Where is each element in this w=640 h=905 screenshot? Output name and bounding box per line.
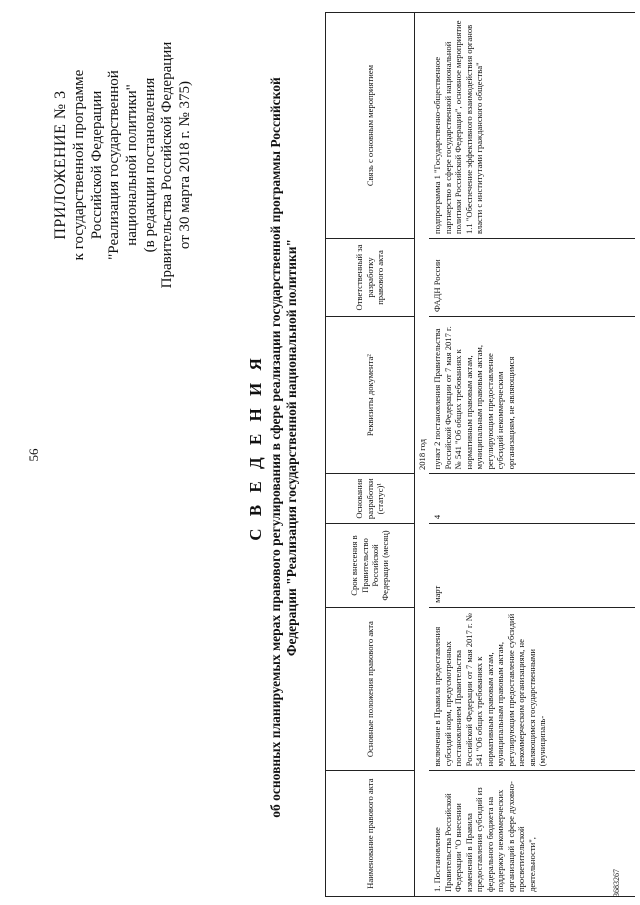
header-submission-term: Срок внесения в Правительство Российской Федерации (месяц) xyxy=(326,524,415,608)
annex-block xyxy=(52,25,195,305)
table-row xyxy=(429,13,635,897)
annex-title: ПРИЛОЖЕНИЕ № 3 xyxy=(52,90,69,240)
cell-submission-term: март xyxy=(429,524,635,608)
annex-line: "Реализация государственной xyxy=(106,70,123,260)
table-year-row xyxy=(415,13,430,897)
cell-act-name: 1. Постановление Правительства Российской Федерации "О внесении изменений в Правила предоставления субсидий из федерального бюджета на поддержку некоммерческих организаций в сфере духовно-просветительской деятельности", xyxy=(429,771,635,897)
cell-requisites: пункт 2 постановления Правительства Российской Федерации от 7 мая 2017 г. № 541 "Об общих требованиях к нормативным правовым актам, муниципальным правовым актам, регулирующим предоставление субсидий некоммерческим организациям, не являющимся xyxy=(429,316,635,473)
table-header-row xyxy=(326,13,415,897)
annex-line: от 30 марта 2018 г. № 375) xyxy=(177,80,193,250)
header-act-name: Наименование правового акта xyxy=(326,771,415,897)
header-responsible: Ответственный за разработку правового акта xyxy=(326,239,415,317)
heading-subtitle-line2: Федерации "Реализация государственной национальной политики" xyxy=(284,238,300,657)
cell-main-provisions: включение в Правила предоставления субсидий норм, предусмотренных постановлением Правительства Российской Федерации от 7 мая 2017 г. № 541 "Об общих требованиях к нормативным правовым актам, муниципальным правовым актам, регулирующим предоставление субсидий некоммерческим организациям, не являющимся государственными (муниципаль- xyxy=(429,607,635,770)
cell-basis: 4 xyxy=(429,474,635,524)
document-code: 3683267 xyxy=(612,869,621,897)
annex-line: к государственной программе xyxy=(70,69,87,261)
year-label: 2018 год xyxy=(415,13,430,897)
annex-line: Российской Федерации xyxy=(88,90,105,240)
page-number: 56 xyxy=(26,448,41,462)
annex-line: Правительства Российской Федерации xyxy=(159,41,176,289)
cell-link: подпрограмма 1 "Государственно-общественное партнерство в сфере государственной национальной политики Российской Федерации", основное мероприятие 1.1 "Обеспечение эффективного взаимодействия органов власти с институтами гражданского общества" xyxy=(429,13,635,239)
annex-line: национальной политики" xyxy=(123,84,140,246)
annex-line: (в редакции постановления xyxy=(141,77,158,253)
legal-acts-table xyxy=(325,12,635,897)
cell-responsible: ФАДН России xyxy=(429,239,635,317)
header-basis: Основания разработки (статус)¹ xyxy=(326,474,415,524)
document-heading xyxy=(246,20,301,875)
heading-title: С В Е Д Е Н И Я xyxy=(246,354,265,541)
header-main-provisions: Основные положения правового акта xyxy=(326,607,415,770)
heading-subtitle-line1: об основных планируемых мерах правового регулирования в сфере реализации государственной программы Российской xyxy=(268,77,283,818)
header-requisites: Реквизиты документа² xyxy=(326,316,415,473)
header-link: Связь с основным мероприятием xyxy=(326,13,415,239)
